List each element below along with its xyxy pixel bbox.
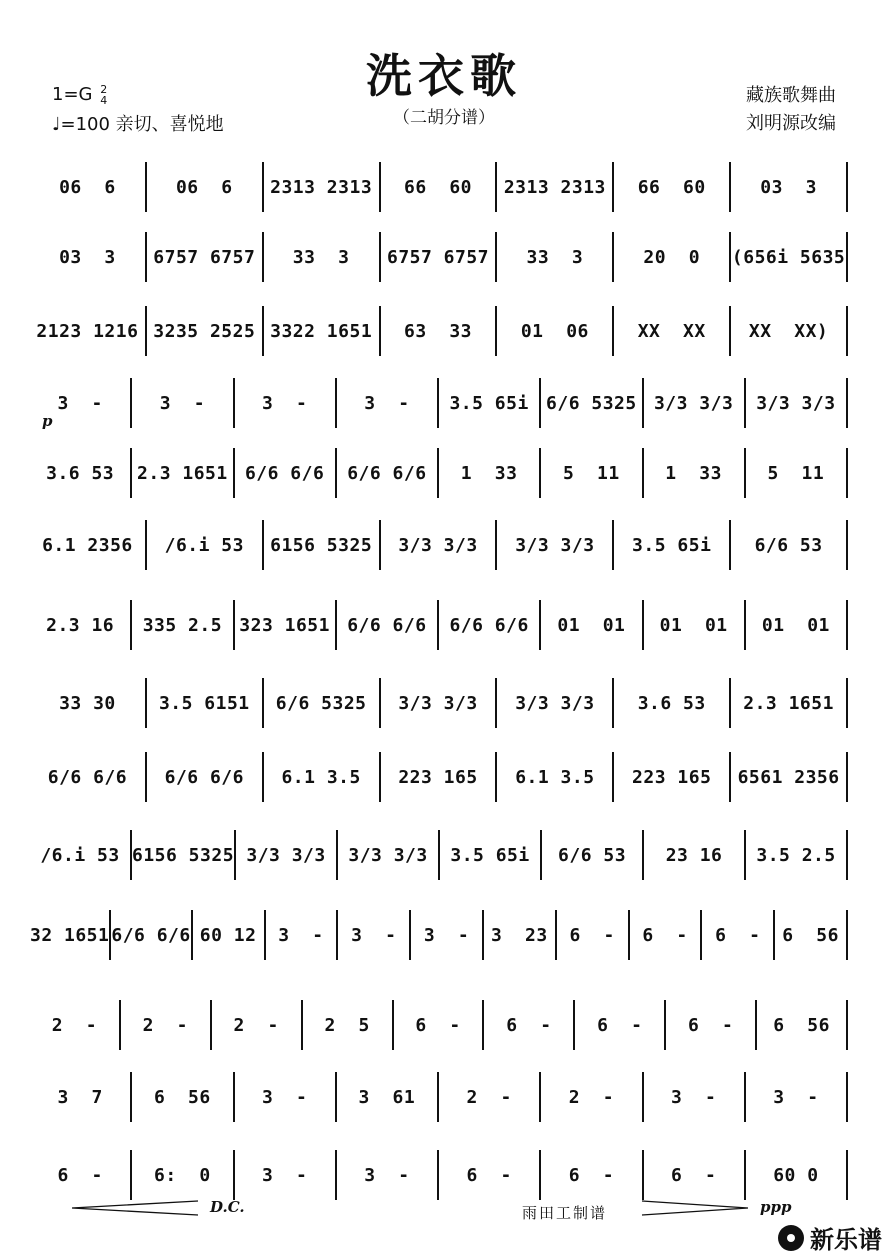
measure — [30, 520, 147, 570]
measure — [337, 1072, 439, 1122]
measure — [30, 752, 147, 802]
measure-notes: 3.6 53 — [46, 462, 115, 484]
measure-notes: 3 - — [278, 924, 324, 946]
measure-notes: 23 16 — [665, 844, 723, 866]
measure-notes: 3/3 3/3 — [653, 392, 734, 414]
measure — [264, 306, 381, 356]
measure — [212, 1000, 303, 1050]
measure — [731, 306, 848, 356]
key-label: 1=G — [52, 84, 93, 105]
measure — [303, 1000, 394, 1050]
site-logo — [778, 1220, 882, 1255]
measure-notes: 223 165 — [632, 766, 712, 788]
measure — [30, 162, 147, 212]
measure — [338, 910, 411, 960]
hairpin-decrescendo — [70, 1198, 200, 1218]
measure-notes: 3/3 3/3 — [515, 692, 595, 714]
measure-notes: 6757 6757 — [386, 246, 490, 268]
staff-row — [30, 162, 848, 212]
measure — [630, 910, 703, 960]
measure — [439, 1150, 541, 1200]
measure-notes: 03 3 — [59, 246, 116, 268]
measure — [381, 162, 498, 212]
measure-notes: 6/6 53 — [558, 844, 627, 866]
measure — [497, 520, 614, 570]
measure — [147, 162, 264, 212]
staff-row — [30, 678, 848, 728]
measure — [439, 1072, 541, 1122]
measure-notes: 3 - — [364, 1164, 410, 1186]
measure — [746, 1150, 848, 1200]
measure — [264, 752, 381, 802]
measure-notes: XX XX) — [748, 320, 829, 342]
measure — [30, 232, 147, 282]
measure-notes: 2 - — [142, 1014, 189, 1036]
measure-notes: 01 06 — [520, 320, 589, 342]
measure-notes: 6 - — [642, 924, 688, 946]
measure — [746, 448, 848, 498]
measure-notes: 3.5 65i — [449, 392, 529, 414]
measure-notes: 1 33 — [665, 462, 722, 484]
measure-notes: 3 - — [159, 392, 206, 414]
measure — [30, 600, 132, 650]
measure — [746, 830, 848, 880]
genre-label: 藏族歌舞曲 — [746, 85, 836, 106]
measure — [264, 520, 381, 570]
staff-row — [30, 1150, 848, 1200]
measure-notes: 3 - — [261, 392, 308, 414]
measure — [439, 448, 541, 498]
engraver-credit: 雨田工制谱 — [522, 1204, 608, 1222]
measure — [337, 378, 439, 428]
measure-notes: 60 0 — [773, 1164, 819, 1186]
measure — [614, 306, 731, 356]
measure — [381, 678, 498, 728]
measure-notes: 6/6 53 — [754, 534, 823, 556]
measure-notes: 6/6 5325 — [275, 692, 367, 714]
measure-notes: 01 01 — [659, 614, 728, 636]
measure — [264, 232, 381, 282]
staff-row — [30, 306, 848, 356]
measure — [644, 448, 746, 498]
measure-notes: 6/6 6/6 — [449, 614, 529, 636]
measure — [575, 1000, 666, 1050]
measure-notes: 06 6 — [175, 176, 233, 198]
measure — [702, 910, 775, 960]
measure — [147, 232, 264, 282]
staff-row — [30, 378, 848, 428]
hairpin-decrescendo — [640, 1198, 750, 1218]
measure-notes: 32 1651 — [30, 924, 110, 946]
measure — [337, 1150, 439, 1200]
measure — [541, 448, 643, 498]
measure — [147, 678, 264, 728]
measure — [30, 1000, 121, 1050]
measure-notes: 6 - — [688, 1014, 734, 1036]
measure — [337, 448, 439, 498]
measure — [746, 1072, 848, 1122]
measure — [644, 1072, 746, 1122]
measure-notes: 6561 2356 — [737, 766, 840, 788]
measure — [30, 448, 132, 498]
part-subtitle: （二胡分谱） — [393, 108, 495, 128]
measure — [147, 520, 264, 570]
measure-notes: 3 - — [261, 1086, 308, 1108]
measure-notes: 6/6 6/6 — [164, 766, 244, 788]
measure — [147, 752, 264, 802]
measure — [235, 600, 337, 650]
measure — [775, 910, 848, 960]
time-bottom: 4 — [100, 94, 108, 107]
measure-notes: 6/6 5325 — [546, 392, 637, 414]
time-signature — [100, 84, 107, 106]
measure — [542, 830, 644, 880]
measure — [394, 1000, 485, 1050]
measure-notes: 6 - — [715, 924, 761, 946]
measure — [497, 678, 614, 728]
measure — [439, 600, 541, 650]
measure-notes: 63 33 — [403, 320, 473, 342]
measure-notes: XX XX — [637, 320, 706, 342]
measure — [235, 448, 337, 498]
measure-notes: 33 3 — [526, 246, 584, 268]
staff-row — [30, 232, 848, 282]
measure — [338, 830, 440, 880]
measure — [381, 306, 498, 356]
measure — [614, 520, 731, 570]
ppp-mark: ppp — [760, 1198, 792, 1216]
measure — [497, 306, 614, 356]
measure — [381, 752, 498, 802]
measure-notes: 3.5 65i — [632, 534, 712, 556]
measure-notes: 3/3 3/3 — [515, 534, 595, 556]
measure — [731, 520, 848, 570]
measure-notes: 3 - — [351, 924, 397, 946]
measure — [30, 830, 132, 880]
measure — [731, 232, 848, 282]
measure — [746, 378, 848, 428]
measure-notes: 03 3 — [760, 176, 817, 198]
measure — [132, 448, 234, 498]
measure — [30, 1072, 132, 1122]
measure-notes: 66 60 — [637, 176, 706, 198]
measure — [193, 910, 266, 960]
measure-notes: 3.5 65i — [450, 844, 530, 866]
measure-notes: 323 1651 — [239, 614, 330, 636]
measure — [541, 1072, 643, 1122]
measure-notes: 6 - — [568, 1164, 615, 1186]
measure-notes: 01 01 — [557, 614, 626, 636]
measure — [557, 910, 630, 960]
measure — [337, 600, 439, 650]
measure-notes: 2 - — [568, 1086, 615, 1108]
measure — [614, 752, 731, 802]
key-tempo-block — [52, 80, 224, 140]
measure — [614, 162, 731, 212]
measure — [484, 1000, 575, 1050]
measure-notes: 3.6 53 — [637, 692, 706, 714]
measure-notes: 3/3 3/3 — [398, 692, 478, 714]
measure-notes: 6 56 — [782, 924, 839, 946]
measure-notes: (656i 5635 — [731, 246, 846, 268]
measure-notes: 223 165 — [398, 766, 478, 788]
measure-notes: 6.1 2356 — [42, 534, 133, 556]
measure — [381, 232, 498, 282]
staff-row — [30, 1000, 848, 1050]
measure-notes: 2 - — [51, 1014, 98, 1036]
tempo-marking: ♩=100 亲切、喜悦地 — [52, 114, 224, 135]
measure — [614, 232, 731, 282]
measure-notes: 2 5 — [324, 1014, 370, 1036]
measure — [541, 1150, 643, 1200]
measure — [235, 378, 337, 428]
measure-notes: 6/6 6/6 — [347, 462, 427, 484]
measure-notes: 60 12 — [199, 924, 257, 946]
measure-notes: 2.3 1651 — [743, 692, 834, 714]
arranger-label: 刘明源改编 — [746, 113, 836, 134]
measure — [132, 830, 236, 880]
measure-notes: 5 11 — [563, 462, 620, 484]
measure — [484, 910, 557, 960]
measure — [440, 830, 542, 880]
measure — [30, 306, 147, 356]
credits-block — [746, 82, 836, 138]
measure-notes: 3322 1651 — [270, 320, 373, 342]
measure — [30, 678, 147, 728]
time-top: 2 — [100, 83, 108, 96]
measure-notes: 6/6 6/6 — [47, 766, 128, 788]
measure-notes: 3 - — [670, 1086, 717, 1108]
record-disc-icon — [778, 1225, 804, 1251]
measure-notes: 6/6 6/6 — [244, 462, 325, 484]
measure-notes: /6.i 53 — [164, 534, 244, 556]
measure-notes: 33 3 — [292, 246, 350, 268]
staff-row — [30, 448, 848, 498]
measure — [132, 378, 234, 428]
measure-notes: 6156 5325 — [132, 844, 235, 866]
measure — [497, 232, 614, 282]
measure-notes: 66 60 — [403, 176, 473, 198]
measure — [614, 678, 731, 728]
measure-notes: /6.i 53 — [40, 844, 120, 866]
measure — [497, 752, 614, 802]
measure-notes: 5 11 — [767, 462, 825, 484]
measure — [757, 1000, 848, 1050]
measure — [121, 1000, 212, 1050]
measure — [411, 910, 484, 960]
measure — [541, 378, 643, 428]
measure — [111, 910, 192, 960]
measure — [235, 1150, 337, 1200]
measure — [381, 520, 498, 570]
measure — [731, 678, 848, 728]
measure-notes: 6156 5325 — [270, 534, 373, 556]
measure-notes: 335 2.5 — [142, 614, 223, 636]
measure-notes: 6/6 6/6 — [111, 924, 191, 946]
measure-notes: 3 - — [423, 924, 470, 946]
measure-notes: 6/6 6/6 — [347, 614, 427, 636]
measure — [497, 162, 614, 212]
measure — [132, 600, 234, 650]
staff-row — [30, 600, 848, 650]
measure-notes: 6 - — [597, 1014, 643, 1036]
measure — [644, 830, 746, 880]
measure-notes: 3 - — [261, 1164, 308, 1186]
measure-notes: 33 30 — [59, 692, 116, 714]
measure-notes: 3/3 3/3 — [756, 392, 836, 414]
measure-notes: 2 - — [233, 1014, 279, 1036]
measure-notes: 2313 2313 — [503, 176, 606, 198]
measure-notes: 3 - — [773, 1086, 819, 1108]
staff-row — [30, 1072, 848, 1122]
measure — [30, 910, 111, 960]
measure-notes: 6 - — [415, 1014, 461, 1036]
measure-notes: 3.5 2.5 — [756, 844, 836, 866]
measure — [235, 1072, 337, 1122]
measure-notes: 3.5 6151 — [158, 692, 250, 714]
measure-notes: 6.1 3.5 — [515, 766, 595, 788]
measure-notes: 6757 6757 — [153, 246, 256, 268]
measure — [644, 378, 746, 428]
measure-notes: 3/3 3/3 — [246, 844, 326, 866]
staff-row — [30, 830, 848, 880]
measure-notes: 3/3 3/3 — [348, 844, 428, 866]
measure-notes: 3 23 — [491, 924, 548, 946]
measure-notes: 2123 1216 — [36, 320, 139, 342]
measure-notes: 6: 0 — [154, 1164, 211, 1186]
measure-notes: 2 - — [466, 1086, 512, 1108]
measure — [264, 162, 381, 212]
measure-notes: 3235 2525 — [153, 320, 256, 342]
measure-notes: 2.3 1651 — [137, 462, 228, 484]
measure — [236, 830, 338, 880]
measure — [266, 910, 339, 960]
measure — [132, 1150, 234, 1200]
measure-notes: 6 - — [506, 1014, 552, 1036]
measure-notes: 06 6 — [59, 176, 116, 198]
measure-notes: 3 - — [364, 392, 410, 414]
staff-row — [30, 520, 848, 570]
measure — [30, 1150, 132, 1200]
measure-notes: 20 0 — [643, 246, 701, 268]
measure — [731, 162, 848, 212]
measure — [644, 600, 746, 650]
measure-notes: 3 - — [57, 392, 103, 414]
measure-notes: 6 56 — [154, 1086, 211, 1108]
measure-notes: 6 - — [466, 1164, 512, 1186]
staff-row — [30, 910, 848, 960]
dynamic-p-mark: p — [42, 412, 53, 430]
measure-notes: 6 56 — [773, 1014, 830, 1036]
measure — [132, 1072, 234, 1122]
measure-notes: 6 - — [569, 924, 615, 946]
song-title: 洗衣歌 — [366, 49, 522, 103]
measure-notes: 2313 2313 — [270, 176, 373, 198]
measure-notes: 3 61 — [358, 1086, 416, 1108]
staff-row — [30, 752, 848, 802]
key-signature — [52, 80, 224, 110]
logo-text: 新乐谱 — [810, 1226, 882, 1254]
measure-notes: 3/3 3/3 — [398, 534, 478, 556]
measure — [666, 1000, 757, 1050]
measure — [264, 678, 381, 728]
measure-notes: 01 01 — [761, 614, 830, 636]
measure — [644, 1150, 746, 1200]
dc-mark: D.C. — [210, 1198, 245, 1216]
measure — [541, 600, 643, 650]
measure-notes: 2.3 16 — [46, 614, 115, 636]
measure — [731, 752, 848, 802]
measure — [439, 378, 541, 428]
measure-notes: 1 33 — [460, 462, 518, 484]
measure-notes: 6 - — [57, 1164, 103, 1186]
measure — [147, 306, 264, 356]
measure-notes: 6.1 3.5 — [281, 766, 361, 788]
measure — [746, 600, 848, 650]
measure-notes: 3 7 — [57, 1086, 103, 1108]
measure-notes: 6 - — [670, 1164, 717, 1186]
